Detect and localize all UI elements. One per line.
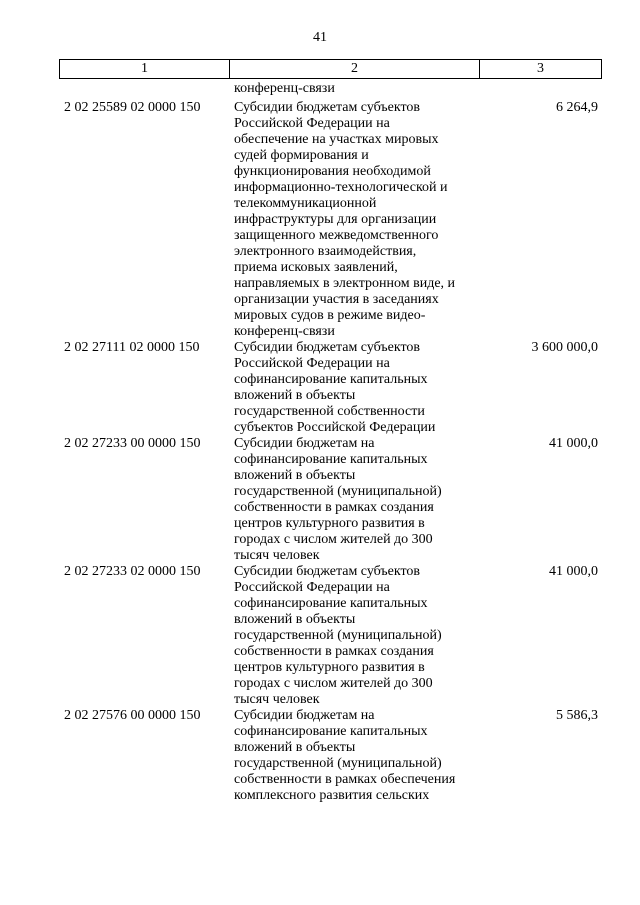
description-line: судей формирования и — [234, 148, 369, 163]
description-line: собственности в рамках обеспечения — [234, 772, 456, 787]
row-amount: 6 264,9 — [556, 100, 598, 115]
description-line: Российской Федерации на — [234, 580, 390, 595]
description-line: тысяч человек — [234, 692, 320, 707]
description-line: вложений в объекты — [234, 740, 356, 755]
table-row — [0, 564, 640, 708]
table-row — [0, 436, 640, 564]
description-line: защищенного межведомственного — [234, 228, 439, 243]
table-row — [0, 708, 640, 804]
description-line: городах с числом жителей до 300 — [234, 676, 433, 691]
description-line: Российской Федерации на — [234, 356, 390, 371]
description-line: обеспечение на участках мировых — [234, 132, 439, 147]
description-line: Субсидии бюджетам на — [234, 708, 375, 723]
table-header — [59, 59, 602, 79]
continuation-text: конференц-связи — [234, 81, 335, 96]
description-line: конференц-связи — [234, 324, 335, 339]
row-amount: 41 000,0 — [549, 564, 598, 579]
row-amount: 41 000,0 — [549, 436, 598, 451]
description-line: субъектов Российской Федерации — [234, 420, 436, 435]
table-body — [0, 100, 640, 804]
description-line: мировых судов в режиме видео- — [234, 308, 426, 323]
description-line: софинансирование капитальных — [234, 372, 428, 387]
table-row — [0, 100, 640, 340]
description-line: центров культурного развития в — [234, 660, 425, 675]
description-line: функционирования необходимой — [234, 164, 431, 179]
row-description — [234, 340, 484, 436]
description-line: инфраструктуры для организации — [234, 212, 437, 227]
description-line: Субсидии бюджетам субъектов — [234, 340, 421, 355]
description-line: государственной собственности — [234, 404, 425, 419]
description-line: софинансирование капитальных — [234, 724, 428, 739]
description-line: городах с числом жителей до 300 — [234, 532, 433, 547]
header-col-3: 3 — [537, 61, 544, 76]
description-line: Российской Федерации на — [234, 116, 390, 131]
description-line: тысяч человек — [234, 548, 320, 563]
header-col-1: 1 — [60, 60, 230, 78]
description-line: комплексного развития сельских — [234, 788, 430, 803]
description-line: информационно-технологической и — [234, 180, 448, 195]
row-description — [234, 436, 484, 564]
description-line: собственности в рамках создания — [234, 644, 434, 659]
budget-code: 2 02 27233 00 0000 150 — [64, 436, 201, 451]
row-description — [234, 564, 484, 708]
budget-code: 2 02 27111 02 0000 150 — [64, 340, 200, 355]
budget-code: 2 02 27576 00 0000 150 — [64, 708, 201, 723]
row-description — [234, 100, 484, 340]
row-amount: 3 600 000,0 — [531, 340, 598, 355]
description-line: Субсидии бюджетам на — [234, 436, 375, 451]
description-line: телекоммуникационной — [234, 196, 377, 211]
row-description — [234, 708, 484, 804]
budget-code: 2 02 25589 02 0000 150 — [64, 100, 201, 115]
description-line: электронного взаимодействия, — [234, 244, 417, 259]
description-line: центров культурного развития в — [234, 516, 425, 531]
description-line: софинансирование капитальных — [234, 452, 428, 467]
description-line: собственности в рамках создания — [234, 500, 434, 515]
description-line: вложений в объекты — [234, 388, 356, 403]
description-line: софинансирование капитальных — [234, 596, 428, 611]
description-line: государственной (муниципальной) — [234, 484, 442, 499]
description-line: вложений в объекты — [234, 612, 356, 627]
description-line: направляемых в электронном виде, и — [234, 276, 456, 291]
description-line: Субсидии бюджетам субъектов — [234, 564, 421, 579]
description-line: приема исковых заявлений, — [234, 260, 398, 275]
budget-code: 2 02 27233 02 0000 150 — [64, 564, 201, 579]
description-line: организации участия в заседаниях — [234, 292, 439, 307]
description-line: Субсидии бюджетам субъектов — [234, 100, 421, 115]
description-line: государственной (муниципальной) — [234, 628, 442, 643]
page-number: 41 — [313, 30, 327, 45]
header-col-2: 2 — [230, 60, 480, 78]
description-line: вложений в объекты — [234, 468, 356, 483]
table-row — [0, 340, 640, 436]
row-amount: 5 586,3 — [556, 708, 598, 723]
description-line: государственной (муниципальной) — [234, 756, 442, 771]
